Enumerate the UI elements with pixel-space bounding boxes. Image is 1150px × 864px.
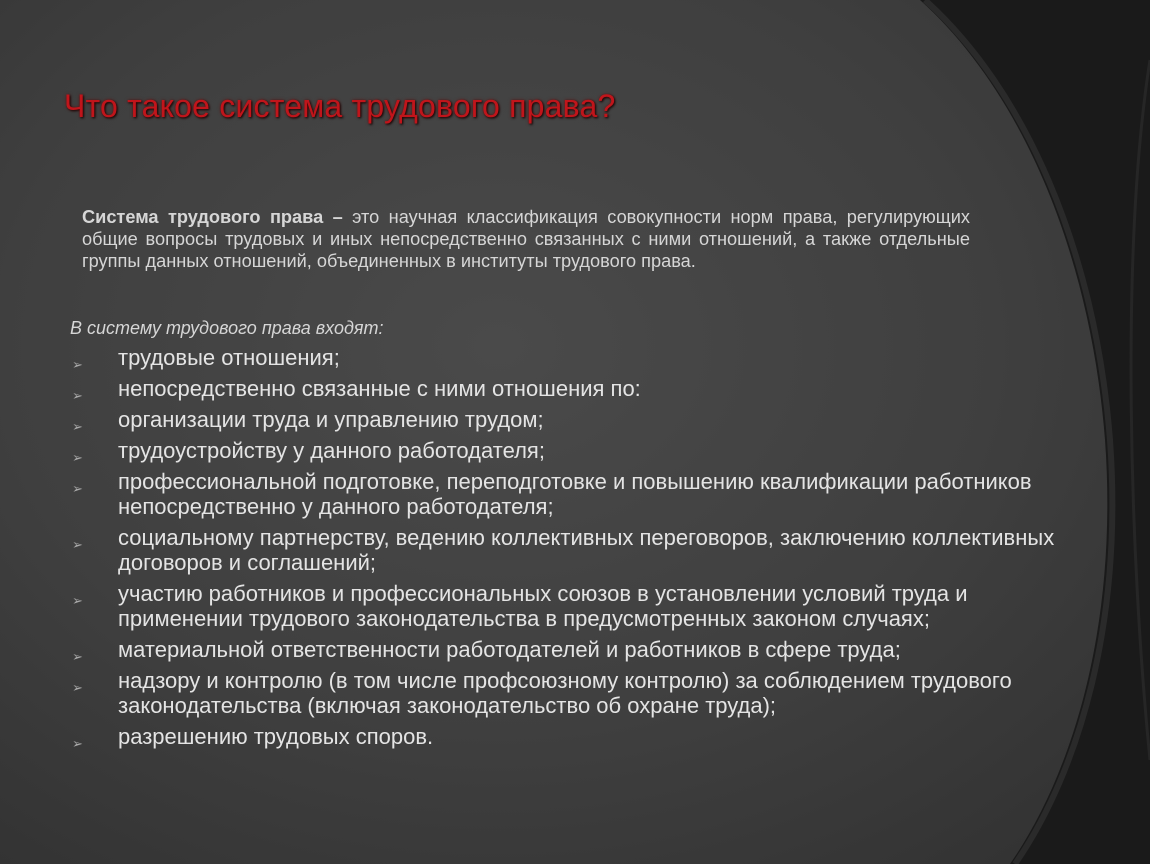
list-item-text: участию работников и профессиональных союзов в установлении условий труда и применении трудового законодательства в предусмотренных законом случаях; xyxy=(118,581,968,631)
arrow-bullet-icon: ➢ xyxy=(72,357,83,372)
list-item xyxy=(72,637,1072,662)
definition-paragraph xyxy=(82,206,970,272)
list-item xyxy=(72,724,1072,749)
list-item xyxy=(72,345,1072,370)
list-item xyxy=(72,581,1072,631)
arrow-bullet-icon: ➢ xyxy=(72,649,83,664)
list-item xyxy=(72,668,1072,718)
arrow-bullet-icon: ➢ xyxy=(72,593,83,608)
list-item xyxy=(72,438,1072,463)
arrow-bullet-icon: ➢ xyxy=(72,388,83,403)
list-item-text: трудовые отношения; xyxy=(118,345,340,370)
list-item-text: непосредственно связанные с ними отношения по: xyxy=(118,376,641,401)
arrow-bullet-icon: ➢ xyxy=(72,680,83,695)
arrow-bullet-icon: ➢ xyxy=(72,537,83,552)
list-item-text: трудоустройству у данного работодателя; xyxy=(118,438,545,463)
list-item xyxy=(72,376,1072,401)
list-intro: В систему трудового права входят: xyxy=(70,318,384,338)
slide-title: Что такое система трудового права? xyxy=(64,88,616,124)
arrow-bullet-icon: ➢ xyxy=(72,736,83,751)
arrow-bullet-icon: ➢ xyxy=(72,419,83,434)
list-item xyxy=(72,525,1072,575)
list-item xyxy=(72,407,1072,432)
list-item-text: надзору и контролю (в том числе профсоюзному контролю) за соблюдением трудового законодательства (включая законодательство об охране труда); xyxy=(118,668,1012,718)
list-item-text: социальному партнерству, ведению коллективных переговоров, заключению коллективных договоров и соглашений; xyxy=(118,525,1055,575)
definition-term: Система трудового права – xyxy=(82,207,343,227)
arrow-bullet-icon: ➢ xyxy=(72,481,83,496)
list-item-text: материальной ответственности работодателей и работников в сфере труда; xyxy=(118,637,901,662)
list-item-text: организации труда и управлению трудом; xyxy=(118,407,544,432)
composition-list xyxy=(72,345,1072,755)
arrow-bullet-icon: ➢ xyxy=(72,450,83,465)
definition-text: это научная классификация совокупности норм права, регулирующих общие вопросы трудовых и иных непосредственно связанных с ними отношений, а также отдельные группы данных отношений, объединенных в институты трудового права. xyxy=(82,207,970,271)
list-item-text: профессиональной подготовке, переподготовке и повышению квалификации работников непосредственно у данного работодателя; xyxy=(118,469,1032,519)
list-item-text: разрешению трудовых споров. xyxy=(118,724,434,749)
list-item xyxy=(72,469,1072,519)
